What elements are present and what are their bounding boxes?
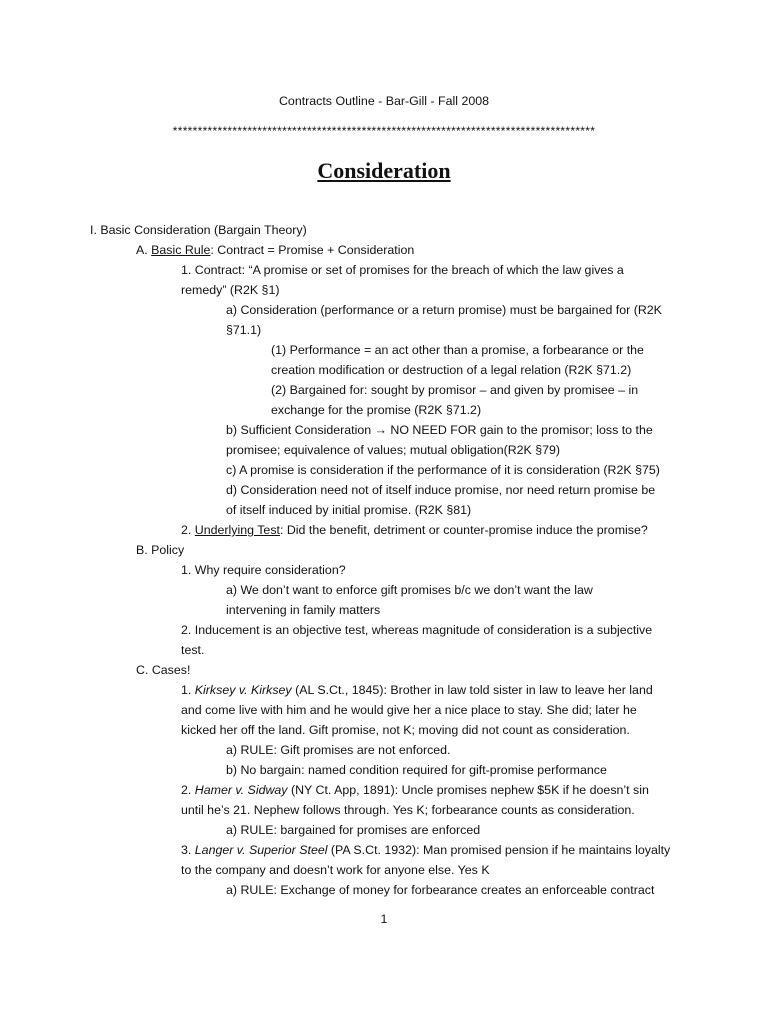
case-name: Hamer v. Sidway: [194, 783, 288, 797]
outline-text: 2.: [181, 523, 195, 537]
outline-item-b: B. Policy: [136, 543, 185, 557]
outline-line: until he’s 21. Nephew follows through. Yes K; forbearance counts as consideration.: [181, 803, 635, 817]
case-langer: [181, 842, 670, 858]
outline-line: a) Consideration (performance or a return promise) must be bargained for (R2K: [226, 303, 662, 317]
outline-line: to the company and doesn’t work for anyone else. Yes K: [181, 863, 490, 877]
outline-line: (2) Bargained for: sought by promisor – and given by promisee – in: [271, 383, 639, 397]
outline-line: 1. Contract: “A promise or set of promises for the breach of which the law gives a: [181, 263, 624, 277]
outline-line: a) RULE: Gift promises are not enforced.: [226, 743, 451, 757]
outline-line: b) Sufficient Consideration → NO NEED FOR gain to the promisor; loss to the: [226, 423, 653, 437]
outline-line: a) We don’t want to enforce gift promises b/c we don’t want the law: [226, 583, 593, 597]
page-number: 1: [380, 912, 388, 926]
outline-line: promisee; equivalence of values; mutual obligation(R2K §79): [226, 443, 561, 457]
outline-line: exchange for the promise (R2K §71.2): [271, 403, 482, 417]
outline-heading-underlined: Basic Rule: [151, 243, 211, 257]
separator-line: *************************************************************************************: [172, 124, 596, 138]
outline-line: creation modification or destruction of a legal relation (R2K §71.2): [271, 363, 632, 377]
outline-line: §71.1): [226, 323, 262, 337]
outline-line: kicked her off the land. Gift promise, not K; moving did not count as consideration.: [181, 723, 630, 737]
outline-line: a) RULE: bargained for promises are enforced: [226, 823, 481, 837]
outline-line: b) No bargain: named condition required for gift-promise performance: [226, 763, 607, 777]
outline-item-c: C. Cases!: [136, 663, 191, 677]
outline-line: of itself induced by initial promise. (R2K §81): [226, 503, 472, 517]
outline-line: test.: [181, 643, 205, 657]
outline-text: (PA S.Ct. 1932): Man promised pension if he maintains loyalty: [327, 843, 671, 857]
outline-section-1: I. Basic Consideration (Bargain Theory): [90, 223, 307, 237]
outline-line: intervening in family matters: [226, 603, 381, 617]
case-name: Kirksey v. Kirksey: [194, 683, 292, 697]
outline-line: and come live with him and he would give her a nice place to stay. She did; later he: [181, 703, 637, 717]
outline-line: (1) Performance = an act other than a promise, a forbearance or the: [271, 343, 644, 357]
page-title: Consideration: [317, 158, 451, 183]
outline-text: 2.: [181, 783, 195, 797]
outline-text: A.: [136, 243, 152, 257]
outline-text: 1.: [181, 683, 195, 697]
case-hamer: [181, 782, 649, 798]
outline-text: : Contract = Promise + Consideration: [210, 243, 415, 257]
outline-line: 1. Why require consideration?: [181, 563, 346, 577]
outline-line: c) A promise is consideration if the performance of it is consideration (R2K §75): [226, 463, 660, 477]
outline-text: (AL S.Ct., 1845): Brother in law told sister in law to leave her land: [291, 683, 653, 697]
outline-line: a) RULE: Exchange of money for forbearance creates an enforceable contract: [226, 883, 655, 897]
outline-text: 3.: [181, 843, 195, 857]
outline-line: remedy” (R2K §1): [181, 283, 280, 297]
outline-text: (NY Ct. App, 1891): Uncle promises nephew $5K if he doesn’t sin: [287, 783, 649, 797]
outline-underlying-test: [181, 522, 648, 538]
outline-line: d) Consideration need not of itself induce promise, nor need return promise be: [226, 483, 656, 497]
outline-item-a: [136, 242, 414, 258]
document-header: Contracts Outline - Bar-Gill - Fall 2008: [278, 94, 490, 108]
case-name: Langer v. Superior Steel: [194, 843, 328, 857]
outline-text: : Did the benefit, detriment or counter-promise induce the promise?: [279, 523, 648, 537]
outline-heading-underlined: Underlying Test: [194, 523, 280, 537]
case-kirksey: [181, 682, 653, 698]
outline-line: 2. Inducement is an objective test, whereas magnitude of consideration is a subjective: [181, 623, 653, 637]
